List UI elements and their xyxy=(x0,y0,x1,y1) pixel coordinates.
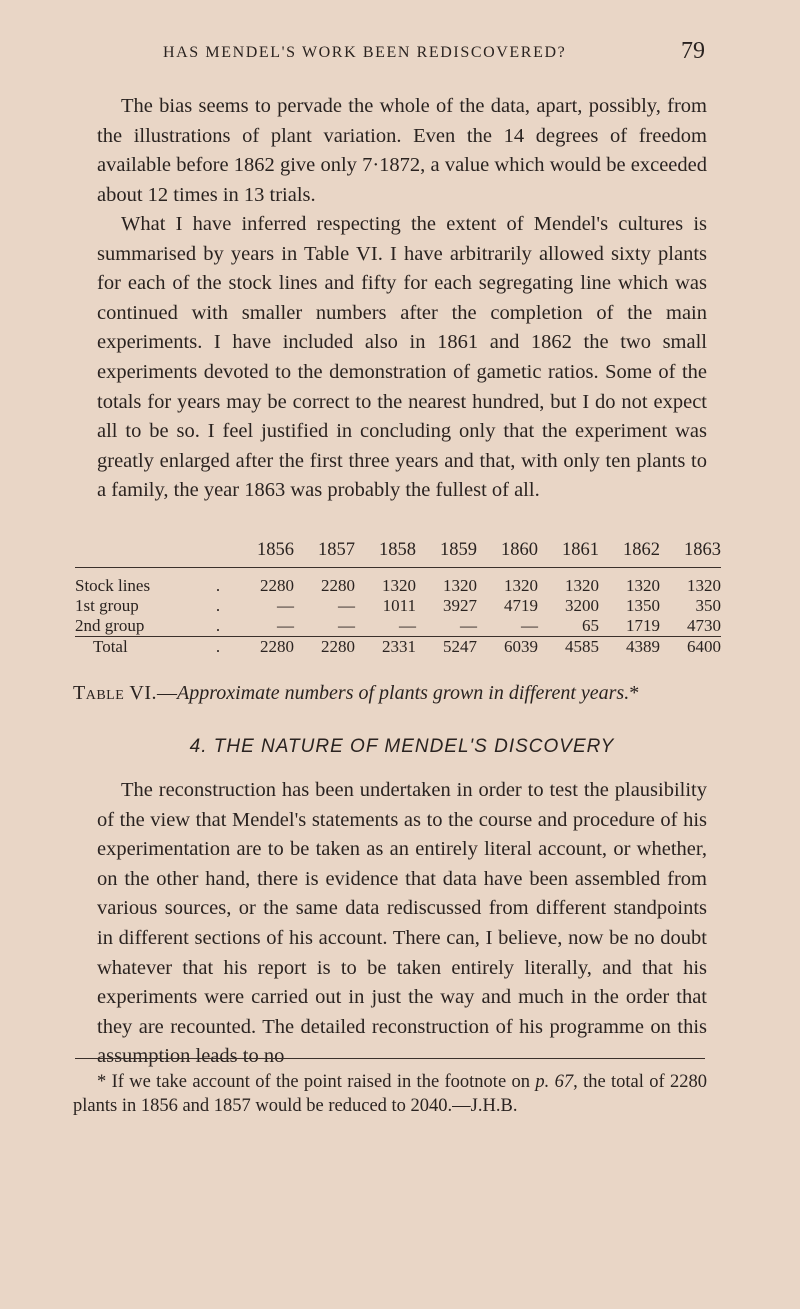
year-header: 1863 xyxy=(684,540,721,560)
row-label: 2nd group xyxy=(75,616,145,635)
cell: 1320 xyxy=(687,576,721,595)
year-header: 1857 xyxy=(318,540,355,560)
table-header-row xyxy=(75,536,721,568)
table-corner-dot xyxy=(203,536,233,568)
table-row-stock-lines xyxy=(75,576,721,596)
footnote-text-before: If we take account of the point raised in the footnote on xyxy=(106,1072,536,1092)
year-header: 1859 xyxy=(440,540,477,560)
footnote xyxy=(73,1070,707,1118)
cell: 6039 xyxy=(504,637,538,656)
year-header: 1860 xyxy=(501,540,538,560)
table-caption xyxy=(73,682,723,705)
running-head-title: HAS MENDEL'S WORK BEEN REDISCOVERED? xyxy=(163,44,567,61)
paragraph-cultures: What I have inferred respecting the extent of Mendel's cultures is summarised by years in Table VI. I have arbitrarily allowed sixty plants for each of the stock lines and fifty for each segregating line which was continued with smaller numbers after the completion of the main experiments. I have included also in 1861 and 1862 the two small experiments devoted to the demonstration of gametic ratios. Some of the totals for years may be correct to the nearest hundred, but I do not expect all to be so. I feel justified in concluding only that the experiment was greatly enlarged after the first three years and that, with only ten plants to a family, the year 1863 was probably the fullest of all. xyxy=(97,213,707,502)
page-number: 79 xyxy=(681,38,705,64)
cell: 1719 xyxy=(626,616,660,635)
section-heading: 4. THE NATURE OF MENDEL'S DISCOVERY xyxy=(189,736,615,757)
table-row-total xyxy=(75,637,721,658)
cell: 2280 xyxy=(321,637,355,656)
table-vi xyxy=(75,536,721,657)
footnote-page-ref: p. 67 xyxy=(535,1072,574,1092)
leader-dot: . xyxy=(215,637,221,656)
year-header: 1861 xyxy=(562,540,599,560)
cell: 2331 xyxy=(382,637,416,656)
paragraph-reconstruction: The reconstruction has been undertaken in order to test the plausibility of the view that Mendel's statements as to the course and procedure of his experimentation are to be taken as an entirely literal account, or whether, on the other hand, there is evidence that data have been assembled from various sources, or the same data rediscussed from different standpoints in different sections of his account. There can, I believe, now be no doubt whatever that his report is to be taken entirely literally, and that his experiments were carried out in just the way and much in the order that they are recounted. The detailed reconstruction of his programme on this assumption leads to no xyxy=(97,779,707,1068)
running-head xyxy=(97,38,707,68)
cell: 4585 xyxy=(565,637,599,656)
cell: 1320 xyxy=(626,576,660,595)
cell: 6400 xyxy=(687,637,721,656)
cell: 3200 xyxy=(565,596,599,615)
cell: 65 xyxy=(582,616,599,635)
table-corner xyxy=(75,536,203,568)
paragraph-bias: The bias seems to pervade the whole of the data, apart, possibly, from the illustrations of plant variation. Even the 14 degrees of freedom available before 1862 give only 7·1872, a value which would be exceeded about 12 times in 13 trials. xyxy=(97,95,707,206)
cell: — xyxy=(277,616,294,635)
leader-dot: . xyxy=(215,596,221,615)
cell: — xyxy=(521,616,538,635)
table-row-1st-group xyxy=(75,596,721,616)
year-header: 1856 xyxy=(257,540,294,560)
cell: 3927 xyxy=(443,596,477,615)
cell: 2280 xyxy=(260,637,294,656)
cell: 1320 xyxy=(382,576,416,595)
cell: 1011 xyxy=(382,596,416,615)
cell: 350 xyxy=(695,596,721,615)
leader-dot: . xyxy=(215,576,221,595)
cell: — xyxy=(338,616,355,635)
caption-dash: — xyxy=(157,682,178,704)
cell: 5247 xyxy=(443,637,477,656)
row-label: Stock lines xyxy=(75,576,151,595)
cell: 4730 xyxy=(687,616,721,635)
cell: 1320 xyxy=(443,576,477,595)
cell: 1320 xyxy=(504,576,538,595)
cell: 2280 xyxy=(260,576,294,595)
cell: 1350 xyxy=(626,596,660,615)
cell: 4389 xyxy=(626,637,660,656)
year-header: 1862 xyxy=(623,540,660,560)
footnote-divider xyxy=(75,1058,705,1059)
cell: 2280 xyxy=(321,576,355,595)
caption-label: Table VI. xyxy=(73,682,158,704)
year-header: 1858 xyxy=(379,540,416,560)
caption-text: Approximate numbers of plants grown in different years. xyxy=(177,682,630,704)
cell: — xyxy=(399,616,416,635)
row-label: 1st group xyxy=(75,596,139,615)
table-row-2nd-group xyxy=(75,616,721,637)
cell: 1320 xyxy=(565,576,599,595)
cell: — xyxy=(460,616,477,635)
footnote-mark: * xyxy=(97,1072,107,1092)
cell: 4719 xyxy=(504,596,538,615)
row-label: Total xyxy=(93,637,128,656)
leader-dot: . xyxy=(215,616,221,635)
footnote-text-after: , the total of 2280 plants in 1856 and 1857 would be reduced to 2040.—J.H.B. xyxy=(73,1072,708,1116)
cell: — xyxy=(277,596,294,615)
cell: — xyxy=(338,596,355,615)
footnote-marker: * xyxy=(629,682,640,704)
